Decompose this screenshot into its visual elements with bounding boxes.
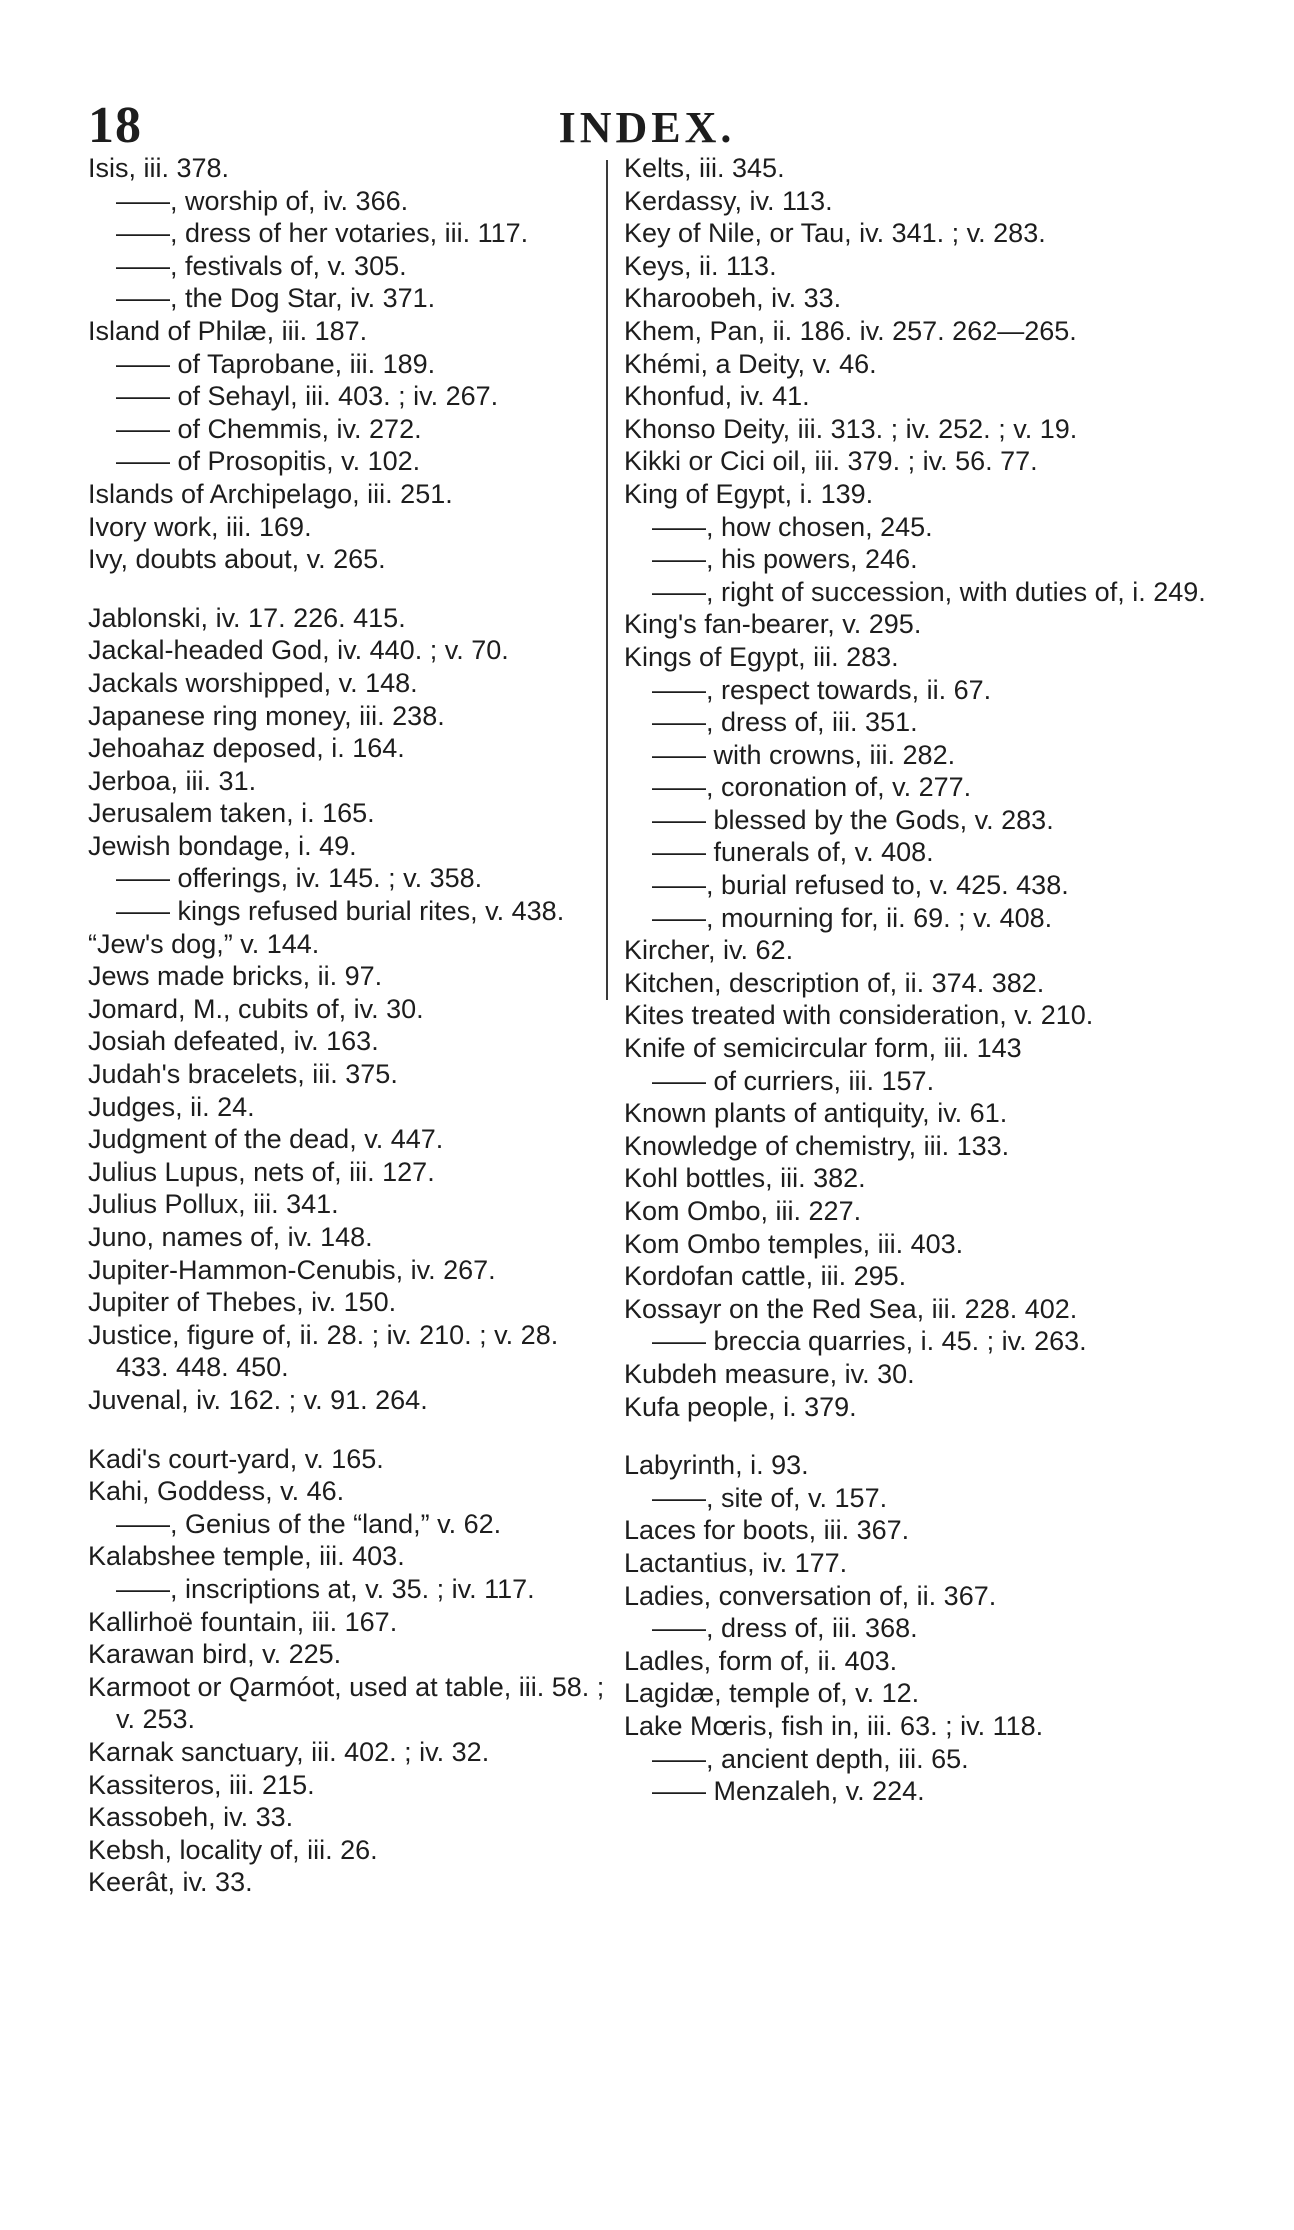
index-entry: Judah's bracelets, iii. 375.: [88, 1059, 398, 1090]
index-entry: Judges, ii. 24.: [88, 1091, 255, 1122]
index-entry: Jehoahaz deposed, i. 164.: [88, 733, 405, 764]
index-entry: Khonfud, iv. 41.: [624, 381, 810, 412]
index-entry: Isis, iii. 378.: [88, 153, 230, 183]
index-entry: Kufa people, i. 379.: [624, 1391, 857, 1422]
index-entry: Labyrinth, i. 93.: [624, 1450, 809, 1481]
index-entry: Jerusalem taken, i. 165.: [88, 798, 375, 829]
index-entry: ——, coronation of, v. 277.: [652, 772, 972, 803]
index-entry: Jackals worshipped, v. 148.: [88, 667, 418, 698]
index-entry: Jupiter of Thebes, iv. 150.: [88, 1287, 397, 1318]
index-entry: Keys, ii. 113.: [624, 250, 777, 281]
index-entry: Kalabshee temple, iii. 403.: [88, 1541, 405, 1572]
index-entry: Kikki or Cici oil, iii. 379. ; iv. 56. 77.: [624, 446, 1038, 477]
column-divider: [606, 160, 608, 1000]
index-entry: ——, ancient depth, iii. 65.: [652, 1743, 969, 1774]
index-entry: Khem, Pan, ii. 186. iv. 257. 262—265.: [624, 315, 1077, 346]
index-entry: —— of Prosopitis, v. 102.: [116, 446, 421, 477]
index-entry: —— Menzaleh, v. 224.: [652, 1776, 925, 1807]
index-entry: Lactantius, iv. 177.: [624, 1547, 848, 1578]
index-entry: Kerdassy, iv. 113.: [624, 185, 833, 216]
index-entry: —— of Taprobane, iii. 189.: [116, 348, 436, 379]
index-entry: Judgment of the dead, v. 447.: [88, 1124, 444, 1155]
section-gap: [88, 576, 608, 602]
index-entry: Kadi's court-yard, v. 165.: [88, 1443, 384, 1474]
index-entry: Key of Nile, or Tau, iv. 341. ; v. 283.: [624, 218, 1046, 249]
index-entry: Jomard, M., cubits of, iv. 30.: [88, 993, 424, 1024]
index-entry: Kebsh, locality of, iii. 26.: [88, 1834, 378, 1865]
index-entry: ——, mourning for, ii. 69. ; v. 408.: [652, 902, 1053, 933]
index-entry: Ladles, form of, ii. 403.: [624, 1645, 898, 1676]
index-entry: Knowledge of chemistry, iii. 133.: [624, 1130, 1010, 1161]
index-entry: Ivy, doubts about, v. 265.: [88, 544, 386, 575]
index-entry: Karawan bird, v. 225.: [88, 1639, 342, 1670]
index-entry: ——, inscriptions at, v. 35. ; iv. 117.: [116, 1573, 535, 1604]
index-entry: Jupiter-Hammon-Cenubis, iv. 267.: [88, 1254, 496, 1285]
index-entry: Juno, names of, iv. 148.: [88, 1222, 373, 1252]
index-entry: Karnak sanctuary, iii. 402. ; iv. 32.: [88, 1736, 490, 1767]
index-entry: “Jew's dog,” v. 144.: [88, 928, 320, 959]
index-entry: Josiah defeated, iv. 163.: [88, 1026, 379, 1057]
index-entry: Islands of Archipelago, iii. 251.: [88, 478, 453, 509]
index-entry: ——, dress of her votaries, iii. 117.: [116, 218, 529, 249]
section-gap: [88, 1417, 608, 1443]
index-entry: ——, right of succession, with duties of, i. 249.: [652, 576, 1206, 607]
index-entry: ——, Genius of the “land,” v. 62.: [116, 1508, 502, 1539]
index-entry: Jews made bricks, ii. 97.: [88, 961, 383, 992]
index-entry: Kites treated with consideration, v. 210.: [624, 1000, 1094, 1031]
index-column-left: [88, 152, 608, 1899]
index-entry: Julius Lupus, nets of, iii. 127.: [88, 1156, 435, 1187]
page-number: 18: [88, 97, 142, 154]
index-entry: Known plants of antiquity, iv. 61.: [624, 1098, 1008, 1129]
index-entry: —— breccia quarries, i. 45. ; iv. 263.: [652, 1326, 1087, 1357]
index-entry: —— offerings, iv. 145. ; v. 358.: [116, 863, 483, 894]
index-entry: Kom Ombo, iii. 227.: [624, 1196, 862, 1226]
index-entry: Juvenal, iv. 162. ; v. 91. 264.: [88, 1384, 428, 1415]
index-entry: ——, the Dog Star, iv. 371.: [116, 283, 436, 314]
index-entry: —— with crowns, iii. 282.: [652, 739, 956, 770]
index-entry: Kohl bottles, iii. 382.: [624, 1163, 866, 1194]
index-entry: ——, dress of, iii. 368.: [652, 1613, 918, 1644]
index-entry: Ladies, conversation of, ii. 367.: [624, 1580, 997, 1611]
index-entry: ——, burial refused to, v. 425. 438.: [652, 870, 1069, 901]
index-entry: ——, how chosen, 245.: [652, 511, 933, 542]
index-entry: ——, site of, v. 157.: [652, 1482, 888, 1513]
index-entry: Kircher, iv. 62.: [624, 935, 794, 966]
index-entry: Justice, figure of, ii. 28. ; iv. 210. ; v. 28. 433. 448. 450.: [88, 1319, 559, 1383]
index-entry: —— of Sehayl, iii. 403. ; iv. 267.: [116, 381, 499, 412]
section-gap: [624, 1423, 1224, 1449]
index-entry: Kahi, Goddess, v. 46.: [88, 1476, 345, 1507]
index-entry: ——, his powers, 246.: [652, 544, 918, 575]
index-entry: Lagidæ, temple of, v. 12.: [624, 1678, 920, 1709]
index-entry: Kassiteros, iii. 215.: [88, 1769, 315, 1800]
page-title: INDEX.: [558, 103, 736, 152]
index-entry: Kings of Egypt, iii. 283.: [624, 641, 899, 672]
index-entry: Julius Pollux, iii. 341.: [88, 1189, 339, 1220]
index-entry: Kitchen, description of, ii. 374. 382.: [624, 967, 1045, 998]
index-entry: ——, worship of, iv. 366.: [116, 185, 409, 216]
index-entry: Kassobeh, iv. 33.: [88, 1802, 294, 1833]
index-entry: Jackal-headed God, iv. 440. ; v. 70.: [88, 635, 509, 666]
index-entry: —— of curriers, iii. 157.: [652, 1065, 935, 1096]
index-entry: Kharoobeh, iv. 33.: [624, 283, 842, 314]
index-entry: Jerboa, iii. 31.: [88, 765, 257, 796]
index-entry: Kordofan cattle, iii. 295.: [624, 1261, 907, 1292]
index-column-right: [624, 152, 1224, 1808]
index-entry: Karmoot or Qarmóot, used at table, iii. 58. ; v. 253.: [88, 1671, 605, 1735]
index-entry: ——, festivals of, v. 305.: [116, 250, 407, 281]
index-entry: Island of Philæ, iii. 187.: [88, 315, 368, 346]
index-entry: —— of Chemmis, iv. 272.: [116, 413, 422, 444]
index-entry: Ivory work, iii. 169.: [88, 511, 312, 542]
index-entry: Kossayr on the Red Sea, iii. 228. 402.: [624, 1293, 1078, 1324]
index-entry: —— blessed by the Gods, v. 283.: [652, 804, 1054, 835]
index-entry: Jablonski, iv. 17. 226. 415.: [88, 602, 406, 633]
index-entry: King of Egypt, i. 139.: [624, 478, 874, 509]
index-entry: Jewish bondage, i. 49.: [88, 830, 357, 861]
index-entry: ——, dress of, iii. 351.: [652, 707, 918, 738]
index-entry: ——, respect towards, ii. 67.: [652, 674, 992, 705]
index-entry: Kallirhoë fountain, iii. 167.: [88, 1606, 398, 1637]
index-entry: Kubdeh measure, iv. 30.: [624, 1358, 915, 1389]
index-entry: King's fan-bearer, v. 295.: [624, 609, 922, 640]
index-entry: Kelts, iii. 345.: [624, 153, 785, 183]
index-entry: Kom Ombo temples, iii. 403.: [624, 1228, 964, 1259]
index-entry: Lake Mœris, fish in, iii. 63. ; iv. 118.: [624, 1710, 1044, 1741]
index-entry: —— kings refused burial rites, v. 438.: [116, 896, 565, 927]
index-entry: Khémi, a Deity, v. 46.: [624, 348, 877, 379]
index-entry: —— funerals of, v. 408.: [652, 837, 934, 868]
index-entry: Japanese ring money, iii. 238.: [88, 700, 445, 731]
index-entry: Khonso Deity, iii. 313. ; iv. 252. ; v. 19.: [624, 413, 1078, 444]
index-entry: Knife of semicircular form, iii. 143: [624, 1033, 1022, 1064]
index-entry: Keerât, iv. 33.: [88, 1867, 253, 1898]
index-entry: Laces for boots, iii. 367.: [624, 1515, 910, 1546]
